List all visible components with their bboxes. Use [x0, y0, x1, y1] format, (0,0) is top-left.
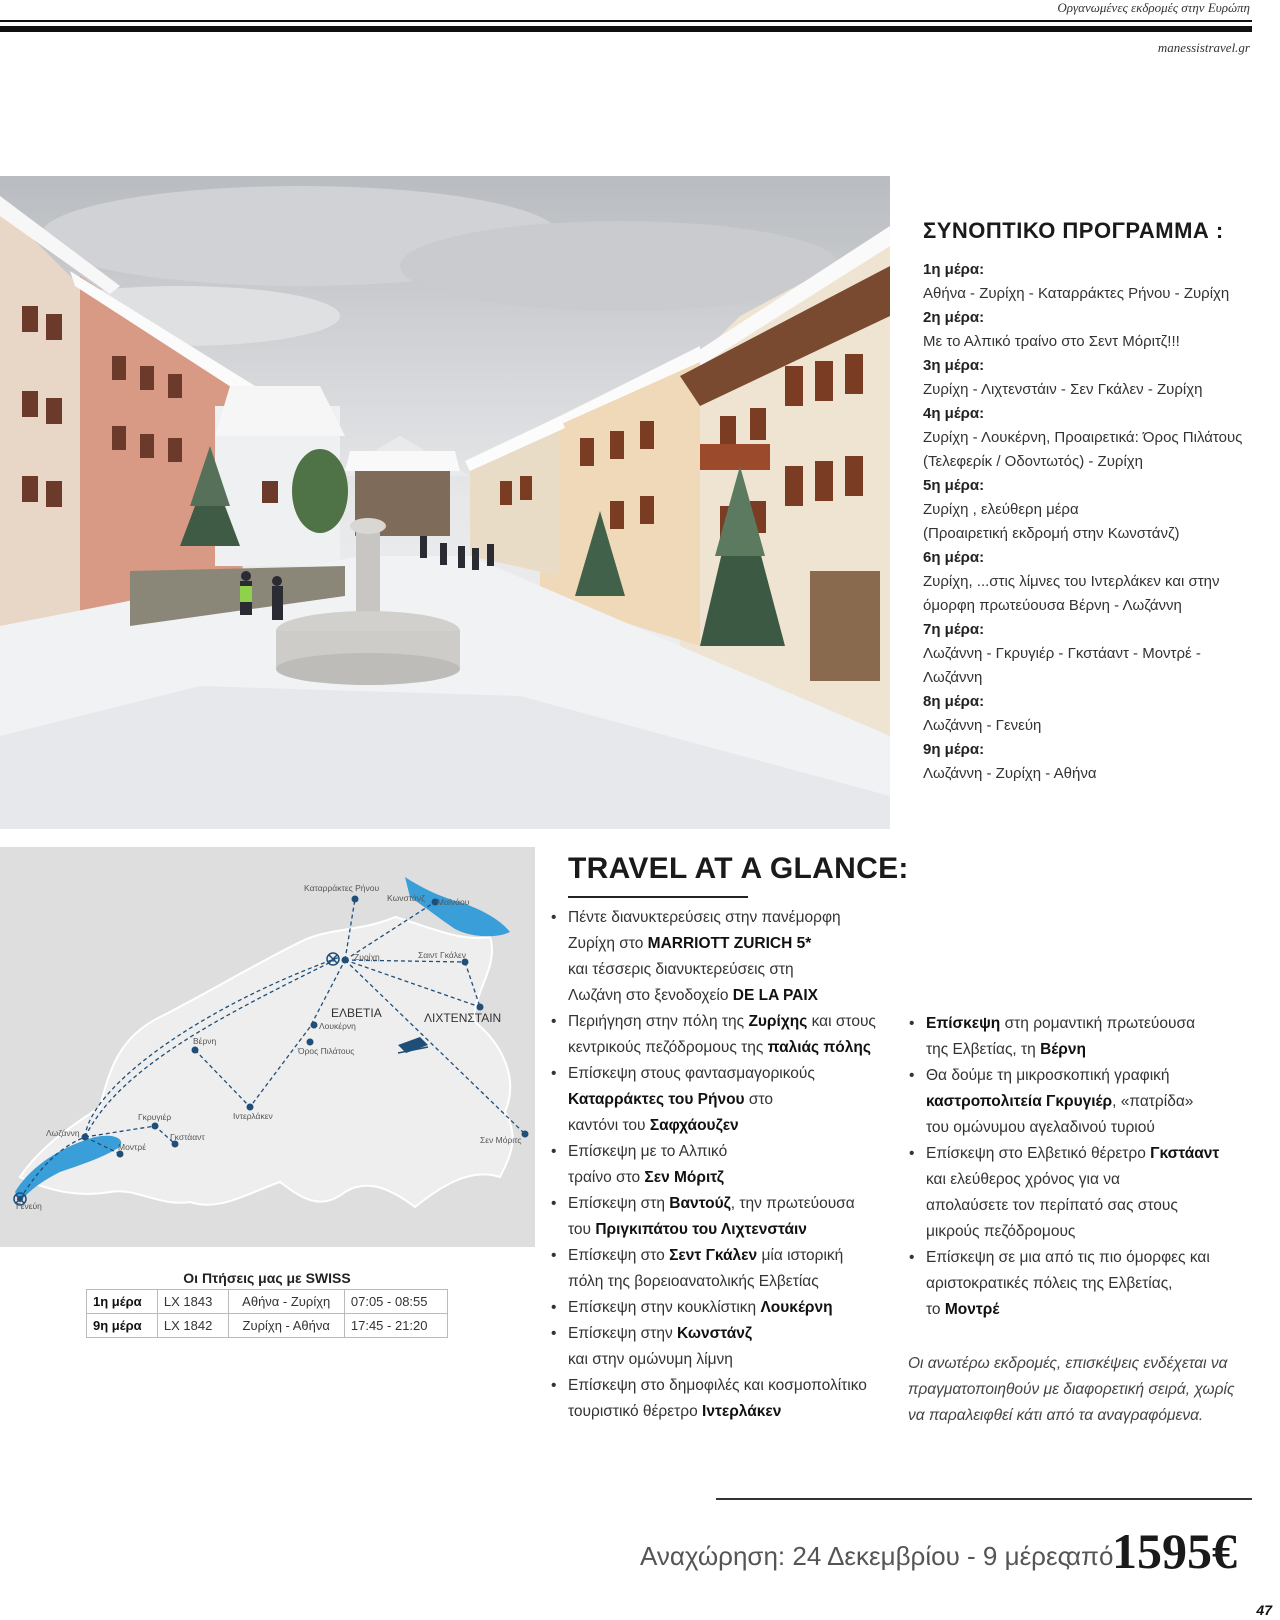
- map-label-gruyeres: Γκρυγιέρ: [138, 1112, 172, 1122]
- highlight-item: [548, 1373, 898, 1425]
- day-label: 9η μέρα:: [923, 741, 985, 758]
- highlight-text: απολαύσετε τον περίπατό σας στους: [926, 1197, 1178, 1214]
- map-label-bern: Βέρνη: [193, 1036, 217, 1046]
- flights-table: [86, 1289, 448, 1338]
- header-title: Οργανωμένες εκδρομές στην Ευρώπη: [1057, 0, 1250, 15]
- highlight-text: Πέντε διανυκτερεύσεις στην πανέμορφη: [568, 909, 841, 926]
- day-label: 6η μέρα:: [923, 549, 985, 566]
- program-day-5: [923, 474, 1263, 546]
- flight-code: LX 1843: [157, 1290, 228, 1314]
- day-label: 4η μέρα:: [923, 405, 985, 422]
- highlight-item: [548, 1321, 898, 1373]
- map-label-gstaad: Γκστάαντ: [170, 1132, 205, 1142]
- highlight-text: Επίσκεψη σε μια από τις πιο όμορφες και: [926, 1249, 1210, 1266]
- highlight-text: Επίσκεψη στην κουκλίστικη: [568, 1299, 761, 1316]
- price: 1595€: [1112, 1523, 1237, 1579]
- day-desc: Με το Αλπικό τραίνο στο Σεντ Μόριτζ!!!: [923, 333, 1180, 350]
- highlight-text: Σαφχάουζεν: [649, 1117, 739, 1134]
- highlight-text: DE LA PAIX: [732, 987, 819, 1004]
- program-day-6: [923, 546, 1263, 618]
- map-label-mainau: Μαϊνάου: [437, 897, 470, 907]
- day-desc: Ζυρίχη , ελεύθερη μέρα (Προαιρετική εκδρομή στην Κωνστάνζ): [923, 501, 1180, 542]
- highlight-text: Επίσκεψη στο δημοφιλές και κοσμοπολίτικο: [568, 1377, 867, 1394]
- day-desc: Ζυρίχη - Λουκέρνη, Προαιρετικά: Όρος Πιλάτους (Τελεφερίκ / Οδοντωτός) - Ζυρίχη: [923, 429, 1243, 470]
- program-day-9: [923, 738, 1263, 786]
- day-label: 5η μέρα:: [923, 477, 985, 494]
- program-day-3: [923, 354, 1263, 402]
- highlight-text: στο: [744, 1091, 773, 1108]
- highlight-item: [906, 1063, 1246, 1141]
- glance-title: TRAVEL AT A GLANCE:: [568, 852, 909, 885]
- highlight-text: μία ιστορική: [757, 1247, 844, 1264]
- highlight-text: κεντρικούς πεζόδρομους της: [568, 1039, 768, 1056]
- highlight-text: , «πατρίδα»: [1112, 1093, 1194, 1110]
- highlight-text: Περιήγηση στην πόλη της: [568, 1013, 749, 1030]
- highlight-item: [548, 905, 898, 1009]
- flight-day: 1η μέρα: [87, 1290, 158, 1314]
- highlight-text: Πριγκιπάτου του Λιχτενστάιν: [595, 1221, 807, 1238]
- highlight-text: Ζυρίχης: [748, 1013, 808, 1030]
- map-label-stgallen: Σαιντ Γκάλεν: [418, 950, 467, 960]
- price-from-label: από: [1066, 1541, 1114, 1571]
- highlight-text: καστροπολιτεία Γκρυγιέρ: [926, 1093, 1113, 1110]
- flight-time: 17:45 - 21:20: [344, 1314, 447, 1338]
- highlight-text: Βέρνη: [1040, 1041, 1086, 1058]
- day-label: 8η μέρα:: [923, 693, 985, 710]
- program-heading: ΣΥΝΟΠΤΙΚΟ ΠΡΟΓΡΑΜΜΑ :: [923, 218, 1224, 243]
- program-day-8: [923, 690, 1263, 738]
- highlight-text: το: [926, 1301, 945, 1318]
- itinerary-note: Οι ανωτέρω εκδρομές, επισκέψεις ενδέχεται να πραγματοποιηθούν με διαφορετική σειρά, χωρίς να παραλειφθεί κάτι από τα αναγραφόμενα.: [908, 1355, 1235, 1424]
- map-label-lucerne: Λουκέρνη: [319, 1021, 356, 1031]
- highlight-text: Καταρράκτες του Ρήνου: [568, 1091, 745, 1108]
- footer-rule: [716, 1498, 1252, 1500]
- day-desc: Λωζάννη - Ζυρίχη - Αθήνα: [923, 765, 1097, 782]
- flight-time: 07:05 - 08:55: [344, 1290, 447, 1314]
- highlight-text: καντόνι του: [568, 1117, 650, 1134]
- header-rule-thin: [0, 20, 1252, 22]
- highlight-text: Επίσκεψη στο Ελβετικό θέρετρο: [926, 1145, 1151, 1162]
- flight-route: Αθήνα - Ζυρίχη: [228, 1290, 344, 1314]
- day-label: 7η μέρα:: [923, 621, 985, 638]
- header-site: manessistravel.gr: [1157, 40, 1250, 55]
- program-day-7: [923, 618, 1263, 690]
- highlight-text: τραίνο στο: [568, 1169, 645, 1186]
- highlight-text: στη ρομαντική πρωτεύουσα: [1000, 1015, 1196, 1032]
- header-rule-thick: [0, 26, 1252, 32]
- highlight-text: αριστοκρατικές πόλεις της Ελβετίας,: [926, 1275, 1173, 1292]
- map-label-liechtenstein: ΛΙΧΤΕΝΣΤΑΙΝ: [424, 1011, 502, 1025]
- highlight-text: Σεν Μόριτζ: [644, 1169, 724, 1186]
- highlights-column-1: [548, 905, 898, 1425]
- highlight-item: [548, 1243, 898, 1295]
- highlight-text: Λουκέρνη: [760, 1299, 833, 1316]
- highlight-text: Επίσκεψη στη: [568, 1195, 670, 1212]
- highlight-text: και στην ομώνυμη λίμνη: [568, 1351, 733, 1368]
- highlight-text: Σεντ Γκάλεν: [669, 1247, 758, 1264]
- map-label-konstanz: Κωνστάνζ: [387, 893, 425, 903]
- highlight-text: Θα δούμε τη μικροσκοπική γραφική: [926, 1067, 1170, 1084]
- highlights-column-2: [906, 1011, 1246, 1323]
- flight-route: Ζυρίχη - Αθήνα: [228, 1314, 344, 1338]
- table-row: [87, 1314, 448, 1338]
- day-desc: Λωζάννη - Γενεύη: [923, 717, 1042, 734]
- flights-section: [86, 1270, 448, 1338]
- departure-info: Αναχώρηση: 24 Δεκεμβρίου - 9 μέρες: [640, 1541, 1071, 1571]
- flight-day: 9η μέρα: [87, 1314, 158, 1338]
- map-label-rhine: Καταρράκτες Ρήνου: [304, 883, 380, 893]
- program-day-2: [923, 306, 1263, 354]
- highlight-text: Λωζάνη στο ξενοδοχείο: [568, 987, 733, 1004]
- map-label-interlaken: Ιντερλάκεν: [233, 1111, 273, 1121]
- map-label-country: ΕΛΒΕΤΙΑ: [331, 1006, 382, 1020]
- highlight-item: [548, 1139, 898, 1191]
- highlight-item: [548, 1009, 898, 1061]
- day-desc: Αθήνα - Ζυρίχη - Καταρράκτες Ρήνου - Ζυρίχη: [923, 285, 1230, 302]
- highlight-item: [548, 1295, 898, 1321]
- highlight-text: Επίσκεψη στο: [568, 1247, 670, 1264]
- highlight-item: [906, 1141, 1246, 1245]
- highlight-text: μικρούς πεζόδρομους: [926, 1223, 1076, 1240]
- highlight-item: [548, 1061, 898, 1139]
- highlight-text: της Ελβετίας, τη: [926, 1041, 1041, 1058]
- highlight-text: Ιντερλάκεν: [702, 1403, 782, 1420]
- day-label: 2η μέρα:: [923, 309, 985, 326]
- highlight-text: πόλη της βορειοανατολικής Ελβετίας: [568, 1273, 819, 1290]
- day-desc: Λωζάννη - Γκρυγιέρ - Γκστάαντ - Μοντρέ - Λωζάννη: [923, 645, 1201, 686]
- glance-title-rule: [568, 896, 748, 898]
- highlight-item: [906, 1245, 1246, 1323]
- program-section: [923, 218, 1263, 786]
- map-label-lausanne: Λωζάννη: [46, 1128, 80, 1138]
- day-desc: Ζυρίχη, ...στις λίμνες του Ιντερλάκεν και στην όμορφη πρωτεύουσα Βέρνη - Λωζάννη: [923, 573, 1220, 614]
- day-label: 3η μέρα:: [923, 357, 985, 374]
- highlight-text: και ελεύθερος χρόνος για να: [926, 1171, 1120, 1188]
- highlight-text: παλιάς πόλης: [767, 1039, 871, 1056]
- highlight-text: και τέσσερις διανυκτερεύσεις στη: [568, 961, 794, 978]
- map-label-montreux: Μοντρέ: [118, 1142, 147, 1152]
- page-number: 47: [1256, 1602, 1272, 1618]
- highlight-text: Επίσκεψη στην: [568, 1325, 678, 1342]
- day-desc: Ζυρίχη - Λιχτενστάιν - Σεν Γκάλεν - Ζυρίχη: [923, 381, 1203, 398]
- highlight-text: Βαντούζ: [669, 1195, 731, 1212]
- highlight-text: του: [568, 1221, 596, 1238]
- highlight-text: , την πρωτεύουσα: [730, 1195, 855, 1212]
- highlight-text: του ομώνυμου αγελαδινού τυριού: [926, 1119, 1155, 1136]
- highlight-text: Μοντρέ: [944, 1301, 1000, 1318]
- highlight-text: Επίσκεψη με το Αλπικό: [568, 1143, 728, 1160]
- map-label-stmoritz: Σεν Μόριτς: [480, 1135, 522, 1145]
- highlight-item: [548, 1191, 898, 1243]
- program-day-1: [923, 258, 1263, 306]
- highlight-text: Επίσκεψη: [926, 1015, 1001, 1032]
- highlight-text: Επίσκεψη στους φαντασμαγορικούς: [568, 1065, 815, 1082]
- highlight-text: Κωνστάνζ: [677, 1325, 752, 1342]
- map-label-pilatus: Όρος Πιλάτους: [298, 1046, 355, 1056]
- flights-title: Οι Πτήσεις μας με SWISS: [183, 1270, 351, 1286]
- table-row: [87, 1290, 448, 1314]
- highlight-item: [906, 1011, 1246, 1063]
- program-day-4: [923, 402, 1263, 474]
- highlight-text: Γκστάαντ: [1150, 1145, 1220, 1162]
- route-map: [0, 847, 535, 1247]
- village-photo: [0, 176, 890, 829]
- flight-code: LX 1842: [157, 1314, 228, 1338]
- highlight-text: Ζυρίχη στο: [568, 935, 648, 952]
- map-label-geneva: Γενεύη: [16, 1201, 42, 1211]
- day-label: 1η μέρα:: [923, 261, 985, 278]
- highlight-text: και στους: [807, 1013, 876, 1030]
- highlight-text: MARRIOTT ZURICH 5*: [647, 935, 812, 952]
- highlight-text: τουριστικό θέρετρο: [568, 1403, 703, 1420]
- map-label-zurich: Ζυρίχη: [354, 952, 380, 962]
